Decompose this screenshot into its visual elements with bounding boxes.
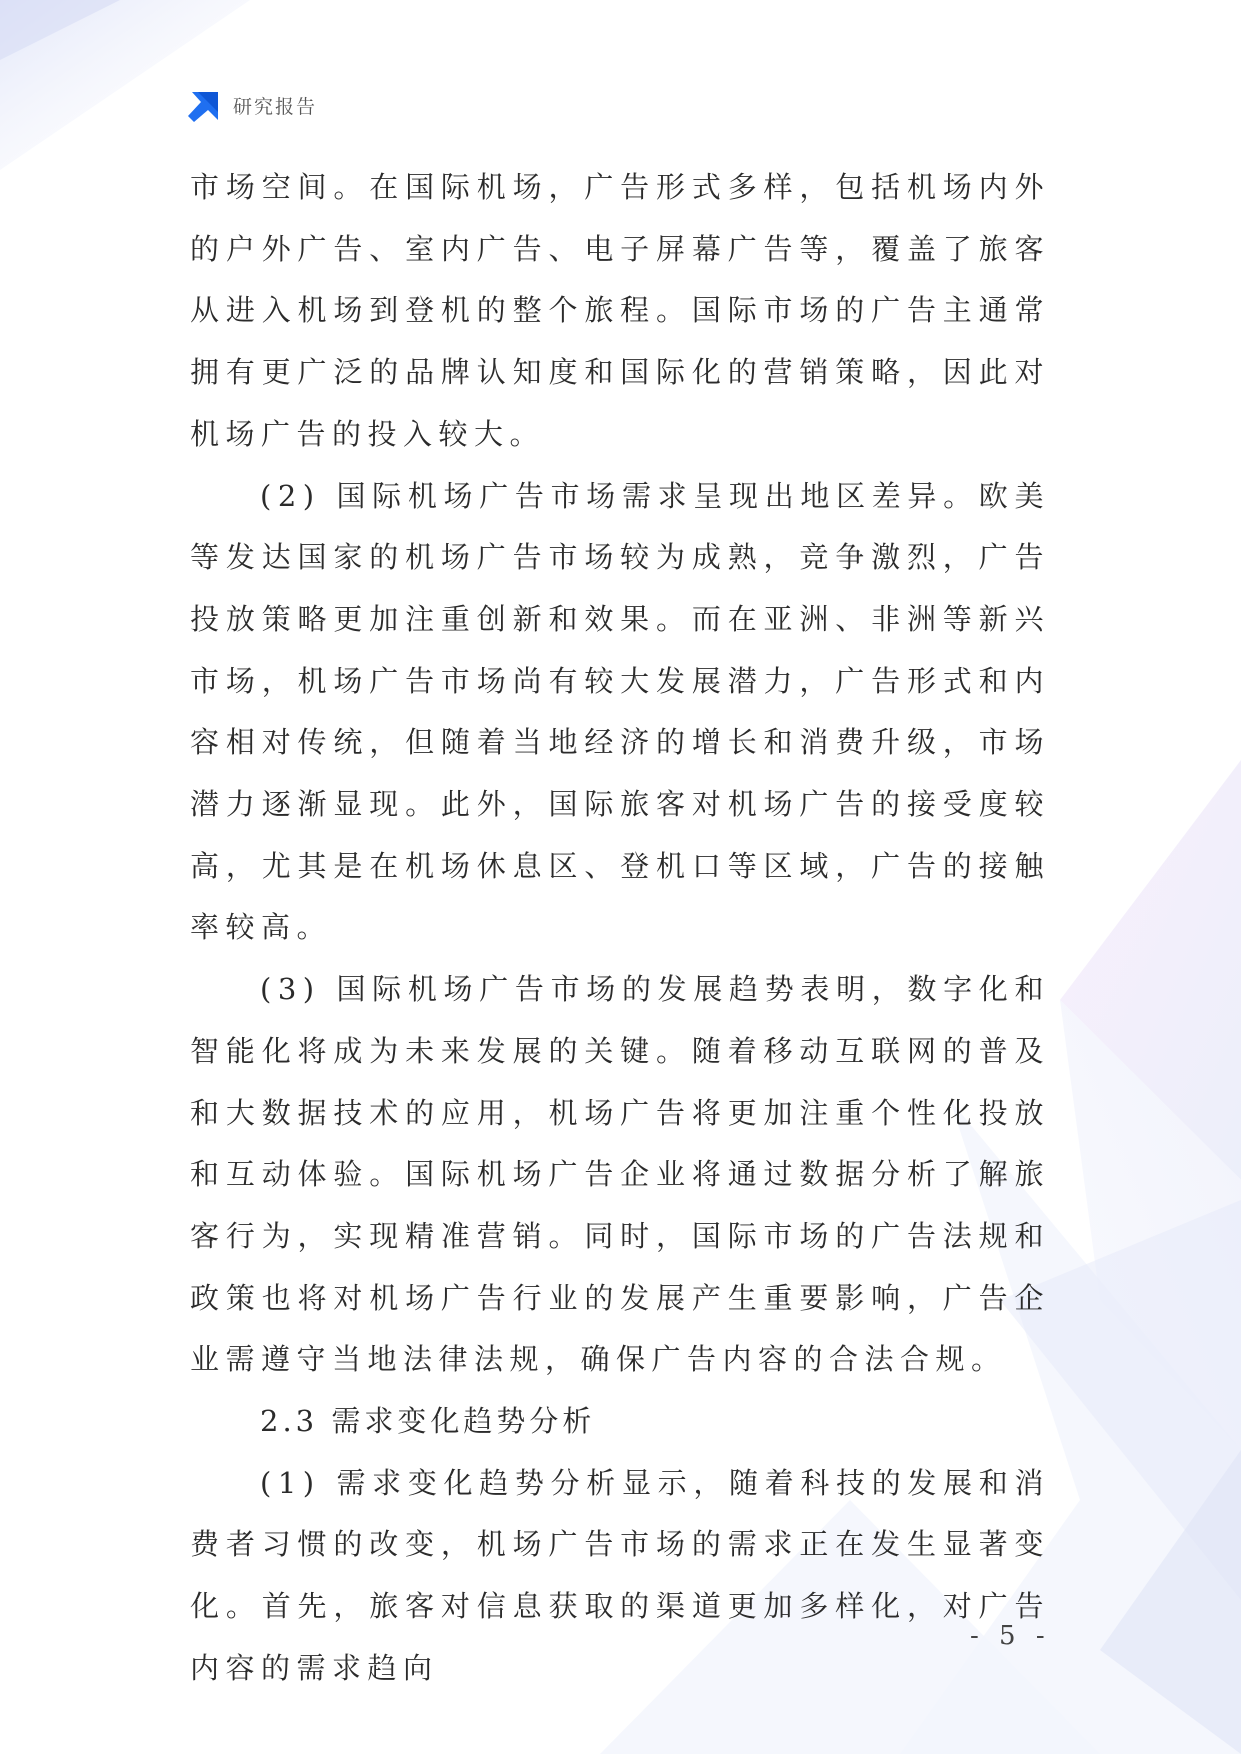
arrow-up-right-logo-icon xyxy=(186,88,220,122)
document-body xyxy=(190,157,1050,1700)
paragraph-after-heading: (1) 需求变化趋势分析显示，随着科技的发展和消费者习惯的改变，机场广告市场的需求正在发生显著变化。首先，旅客对信息获取的渠道更加多样化，对广告内容的需求趋向 xyxy=(190,1465,1050,1685)
paragraph-3: (3) 国际机场广告市场的发展趋势表明，数字化和智能化将成为未来发展的关键。随着移动互联网的普及和大数据技术的应用，机场广告将更加注重个性化投放和互动体验。国际机场广告企业将通过数据分析了解旅客行为，实现精准营销。同时，国际市场的广告法规和政策也将对机场广告行业的发展产生重要影响，广告企业需遵守当地法律法规，确保广告内容的合法合规。 xyxy=(190,972,1050,1377)
paragraph-2: (2) 国际机场广告市场需求呈现出地区差异。欧美等发达国家的机场广告市场较为成熟，竞争激烈，广告投放策略更加注重创新和效果。而在亚洲、非洲等新兴市场，机场广告市场尚有较大发展潜力，广告形式和内容相对传统，但随着当地经济的增长和消费升级，市场潜力逐渐显现。此外，国际旅客对机场广告的接受度较高，尤其是在机场休息区、登机口等区域，广告的接触率较高。 xyxy=(190,478,1050,945)
paragraph-continuation: 市场空间。在国际机场，广告形式多样，包括机场内外的户外广告、室内广告、电子屏幕广告等，覆盖了旅客从进入机场到登机的整个旅程。国际市场的广告主通常拥有更广泛的品牌认知度和国际化的营销策略，因此对机场广告的投入较大。 xyxy=(190,170,1050,451)
page-number: - 5 - xyxy=(970,1621,1051,1651)
report-header xyxy=(186,88,317,122)
section-heading: 2.3 需求变化趋势分析 xyxy=(260,1404,596,1439)
header-title: 研究报告 xyxy=(233,95,318,118)
